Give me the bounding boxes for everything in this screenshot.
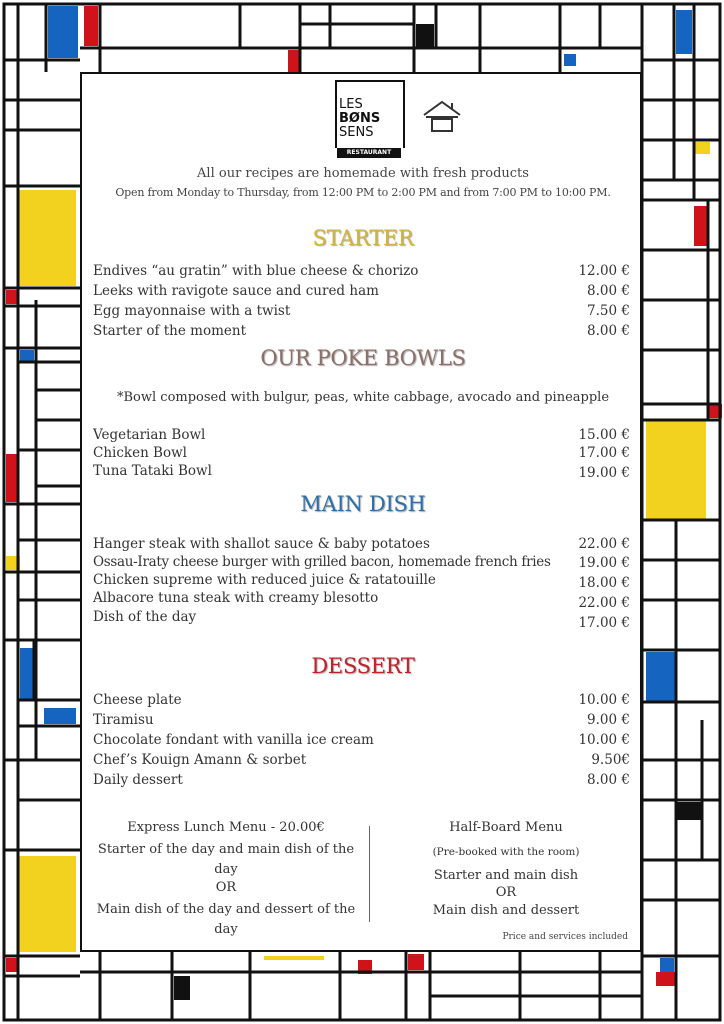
menu-item-name: Tuna Tataki Bowl bbox=[93, 463, 212, 479]
menu-item-price: 22.00 € bbox=[578, 595, 630, 611]
bg-block bbox=[20, 648, 34, 700]
poke-note: *Bowl composed with bulgur, peas, white cabbage, avocado and pineapple bbox=[116, 390, 610, 405]
section-title-starter: STARTER bbox=[312, 226, 414, 250]
menu-item-name: Tiramisu bbox=[93, 712, 154, 728]
bg-block bbox=[18, 856, 76, 952]
menu-item-name: Chicken supreme with reduced juice & ratatouille bbox=[93, 572, 436, 588]
express-menu-title: Express Lunch Menu - 20.00€ bbox=[127, 820, 325, 835]
halfboard-menu-note: (Pre-booked with the room) bbox=[432, 846, 580, 858]
halfboard-menu-line-1: Starter and main dish bbox=[433, 868, 579, 883]
bg-block bbox=[656, 972, 676, 986]
section-title-main: MAIN DISH bbox=[300, 492, 426, 516]
bg-block bbox=[660, 958, 674, 972]
bg-block bbox=[264, 956, 324, 960]
menu-item-price: 9.50€ bbox=[591, 752, 630, 768]
menu-item-price: 8.00 € bbox=[587, 283, 630, 299]
bg-block bbox=[20, 350, 34, 362]
express-menu-line-2: Main dish of the day and dessert of the day bbox=[96, 902, 356, 937]
bg-block bbox=[84, 6, 98, 46]
halfboard-menu-line-2: Main dish and dessert bbox=[432, 903, 580, 918]
bg-block bbox=[416, 24, 434, 48]
menu-item-price: 19.00 € bbox=[578, 465, 630, 481]
bg-block bbox=[18, 190, 76, 286]
menu-item-name: Egg mayonnaise with a twist bbox=[93, 303, 291, 319]
logo-tag: RESTAURANT bbox=[337, 148, 401, 158]
menu-item-price: 19.00 € bbox=[578, 555, 630, 571]
menu-item-name: Cheese plate bbox=[93, 692, 182, 708]
menu-item-name: Starter of the moment bbox=[93, 323, 246, 339]
express-menu-or: OR bbox=[215, 880, 237, 895]
halfboard-menu-title: Half-Board Menu bbox=[449, 820, 563, 835]
bg-block bbox=[6, 958, 18, 972]
bg-block bbox=[676, 10, 692, 54]
section-title-poke: OUR POKE BOWLS bbox=[260, 346, 466, 370]
menu-item-name: Leeks with ravigote sauce and cured ham bbox=[93, 283, 379, 299]
bg-block bbox=[646, 652, 676, 702]
menu-item-name: Ossau-Iraty cheese burger with grilled bacon, homemade french fries bbox=[93, 554, 551, 570]
bg-block bbox=[44, 708, 76, 724]
restaurant-logo bbox=[335, 80, 403, 155]
bg-block bbox=[6, 454, 18, 502]
house-icon bbox=[422, 100, 462, 134]
menu-item-price: 18.00 € bbox=[578, 575, 630, 591]
section-title-dessert: DESSERT bbox=[311, 654, 415, 678]
bg-block bbox=[174, 976, 190, 1000]
menu-item-price: 12.00 € bbox=[578, 263, 630, 279]
price-disclaimer: Price and services included bbox=[502, 932, 628, 942]
menu-item-price: 9.00 € bbox=[587, 712, 630, 728]
menu-item-name: Dish of the day bbox=[93, 609, 197, 625]
menu-item-price: 17.00 € bbox=[578, 445, 630, 461]
menu-panel bbox=[80, 72, 642, 952]
menu-item-name: Albacore tuna steak with creamy blesotto bbox=[93, 590, 379, 606]
logo-line-1: LES bbox=[339, 97, 363, 112]
bg-block bbox=[646, 420, 706, 520]
footer-divider bbox=[369, 826, 370, 922]
bg-block bbox=[288, 50, 300, 72]
bg-block bbox=[408, 954, 424, 970]
logo-line-3: SENS bbox=[339, 125, 374, 140]
menu-item-price: 10.00 € bbox=[578, 692, 630, 708]
menu-item-price: 7.50 € bbox=[587, 303, 630, 319]
menu-item-price: 8.00 € bbox=[587, 772, 630, 788]
intro-text: All our recipes are homemade with fresh products bbox=[197, 166, 529, 181]
opening-hours: Open from Monday to Thursday, from 12:00 PM to 2:00 PM and from 7:00 PM to 10:00 PM. bbox=[115, 186, 611, 199]
menu-item-price: 8.00 € bbox=[587, 323, 630, 339]
express-menu-line-1: Starter of the day and main dish of the day bbox=[97, 842, 355, 877]
halfboard-menu-or: OR bbox=[495, 885, 517, 900]
menu-item-price: 22.00 € bbox=[578, 536, 630, 552]
menu-item-name: Vegetarian Bowl bbox=[93, 427, 206, 443]
bg-block bbox=[676, 802, 702, 820]
menu-item-name: Endives “au gratin” with blue cheese & chorizo bbox=[93, 263, 419, 279]
menu-item-name: Chicken Bowl bbox=[93, 445, 187, 461]
menu-item-name: Chocolate fondant with vanilla ice cream bbox=[93, 732, 374, 748]
logo-line-2: BØNS bbox=[339, 111, 381, 126]
menu-item-name: Daily dessert bbox=[93, 772, 183, 788]
bg-block bbox=[48, 6, 78, 58]
menu-item-name: Hanger steak with shallot sauce & baby potatoes bbox=[93, 536, 430, 552]
bg-block bbox=[694, 142, 710, 154]
menu-item-price: 10.00 € bbox=[578, 732, 630, 748]
menu-item-name: Chef’s Kouign Amann & sorbet bbox=[93, 752, 307, 768]
menu-item-price: 15.00 € bbox=[578, 427, 630, 443]
bg-block bbox=[694, 206, 708, 246]
menu-item-price: 17.00 € bbox=[578, 615, 630, 631]
bg-block bbox=[6, 290, 18, 304]
bg-block bbox=[564, 54, 576, 66]
